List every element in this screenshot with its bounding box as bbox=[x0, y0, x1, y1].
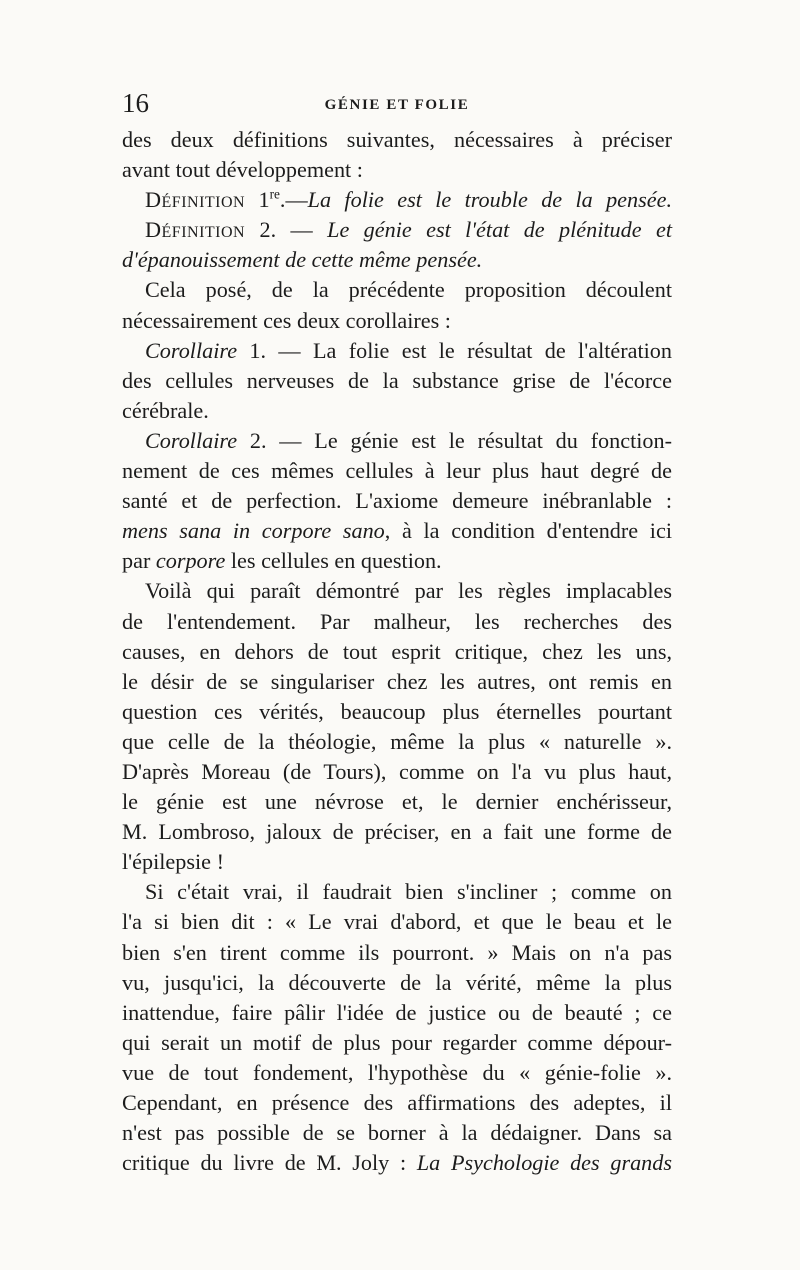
text-line: le génie est une névrose et, le dernier enchérisseur, bbox=[122, 789, 672, 815]
text-line: qui serait un motif de plus pour regarder comme dépour- bbox=[122, 1029, 672, 1055]
text-line: M. Lombroso, jaloux de préciser, en a fait une forme de bbox=[122, 819, 672, 845]
running-title: GÉNIE ET FOLIE bbox=[324, 97, 470, 113]
text-line: bien s'en tirent comme ils pourront. » Mais on n'a pas bbox=[122, 939, 672, 965]
body-text bbox=[122, 125, 672, 1178]
text-line: de l'entendement. Par malheur, les recherches des bbox=[122, 608, 672, 634]
definition-2-line: Définition 2. — Le génie est l'état de plénitude et bbox=[145, 217, 672, 243]
text-line: question ces vérités, beaucoup plus éternelles pourtant bbox=[122, 698, 672, 724]
text-line: critique du livre de M. Joly : La Psychologie des grands bbox=[122, 1150, 672, 1176]
text-line: causes, en dehors de tout esprit critique, chez les uns, bbox=[122, 638, 672, 664]
text-line: vue de tout fondement, l'hypothèse du « génie-folie ». bbox=[122, 1059, 672, 1085]
text-line: cérébrale. bbox=[122, 397, 209, 423]
text-line: d'épanouissement de cette même pensée. bbox=[122, 247, 483, 273]
text-line: des deux définitions suivantes, nécessaires à préciser bbox=[122, 127, 672, 152]
text-line: que celle de la théologie, même la plus « naturelle ». bbox=[122, 728, 672, 754]
page-header bbox=[122, 88, 672, 122]
text-line: D'après Moreau (de Tours), comme on l'a vu plus haut, bbox=[122, 758, 672, 784]
text-line: des cellules nerveuses de la substance grise de l'écorce bbox=[122, 367, 672, 393]
text-line: avant tout développement : bbox=[122, 157, 363, 183]
text-line: l'a si bien dit : « Le vrai d'abord, et que le beau et le bbox=[122, 909, 672, 935]
text-line: nécessairement ces deux corollaires : bbox=[122, 307, 451, 333]
paragraph-start-line: Cela posé, de la précédente proposition découlent bbox=[145, 277, 672, 303]
paragraph-start-line: Si c'était vrai, il faudrait bien s'incliner ; comme on bbox=[145, 879, 672, 905]
text-line: vu, jusqu'ici, la découverte de la vérité, même la plus bbox=[122, 969, 672, 995]
definition-1-line: Définition 1re.—La folie est le trouble de la pensée. bbox=[145, 186, 672, 213]
text-line: par corpore les cellules en question. bbox=[122, 548, 442, 574]
text-line: inattendue, faire pâlir l'idée de justice ou de beauté ; ce bbox=[122, 999, 672, 1025]
page-number: 16 bbox=[122, 88, 149, 118]
text-line: le désir de se singulariser chez les autres, ont remis en bbox=[122, 668, 672, 694]
text-line: n'est pas possible de se borner à la dédaigner. Dans sa bbox=[122, 1120, 672, 1146]
text-line: mens sana in corpore sano, à la condition d'entendre ici bbox=[122, 518, 672, 544]
text-line: l'épilepsie ! bbox=[122, 849, 224, 875]
text-line: nement de ces mêmes cellules à leur plus haut degré de bbox=[122, 458, 672, 484]
corollary-1-line: Corollaire 1. — La folie est le résultat de l'altération bbox=[145, 337, 672, 363]
text-line: santé et de perfection. L'axiome demeure inébranlable : bbox=[122, 488, 672, 514]
corollary-2-line: Corollaire 2. — Le génie est le résultat du fonction- bbox=[145, 427, 672, 453]
paragraph-start-line: Voilà qui paraît démontré par les règles implacables bbox=[145, 578, 672, 604]
text-line: Cependant, en présence des affirmations des adeptes, il bbox=[122, 1090, 672, 1115]
